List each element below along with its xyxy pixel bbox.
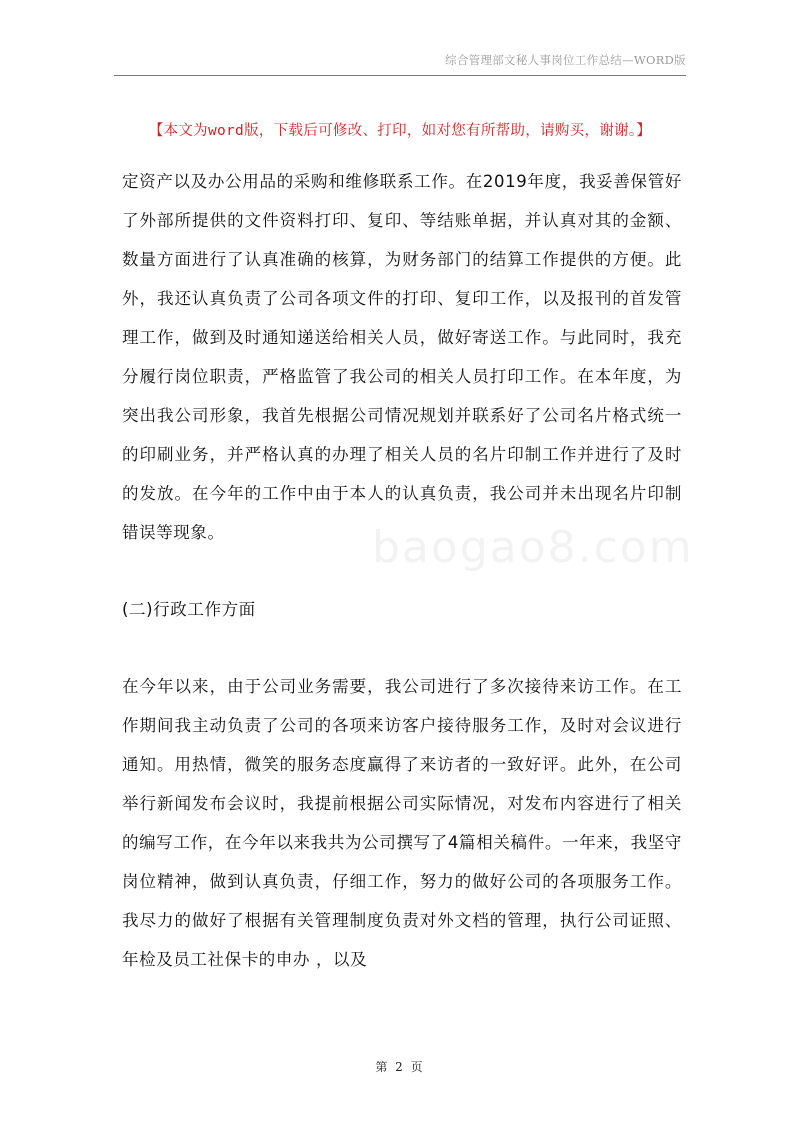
document-header-title: 综合管理部文秘人事岗位工作总结—WORD版 [445,53,686,67]
watermark-text: baogao8.com [372,522,694,573]
document-body [122,162,682,979]
download-notice: 【本文为word版，下载后可修改、打印，如对您有所帮助，请购买，谢谢。】 [148,123,652,139]
body-paragraph-1: 定资产以及办公用品的采购和维修联系工作。在2019年度，我妥善保管好了外部所提供的文件资料打印、复印、等结账单据，并认真对其的金额、数量方面进行了认真准确的核算，为财务部门的结算工作提供的方便。此外，我还认真负责了公司各项文件的打印、复印工作，以及报刊的首发管理工作，做到及时通知递送给相关人员，做好寄送工作。与此同时，我充分履行岗位职责，严格监管了我公司的相关人员打印工作。在本年度，为突出我公司形象，我首先根据公司情况规划并联系好了公司名片格式统一的印刷业务，并严格认真的办理了相关人员的名片印制工作并进行了及时的发放。在今年的工作中由于本人的认真负责，我公司并未出现名片印制错误等现象。 [122,172,682,542]
header-divider [114,75,686,76]
paragraph-gap [122,629,682,667]
section-heading: (二)行政工作方面 [122,600,256,619]
body-paragraph-2: 在今年以来，由于公司业务需要，我公司进行了多次接待来访工作。在工作期间我主动负责了公司的各项来访客户接待服务工作，及时对会议进行通知。用热情，微笑的服务态度赢得了来访者的一致好评。此外，在公司举行新闻发布会议时，我提前根据公司实际情况，对发布内容进行了相关的编写工作，在今年以来我共为公司撰写了4篇相关稿件。一年来，我坚守岗位精神，做到认真负责，仔细工作，努力的做好公司的各项服务工作。我尽力的做好了根据有关管理制度负责对外文档的管理，执行公司证照、年检及员工社保卡的申办 ，以及 [122,677,682,969]
page-number: 第 2 页 [375,1060,425,1074]
paragraph-gap [122,552,682,590]
